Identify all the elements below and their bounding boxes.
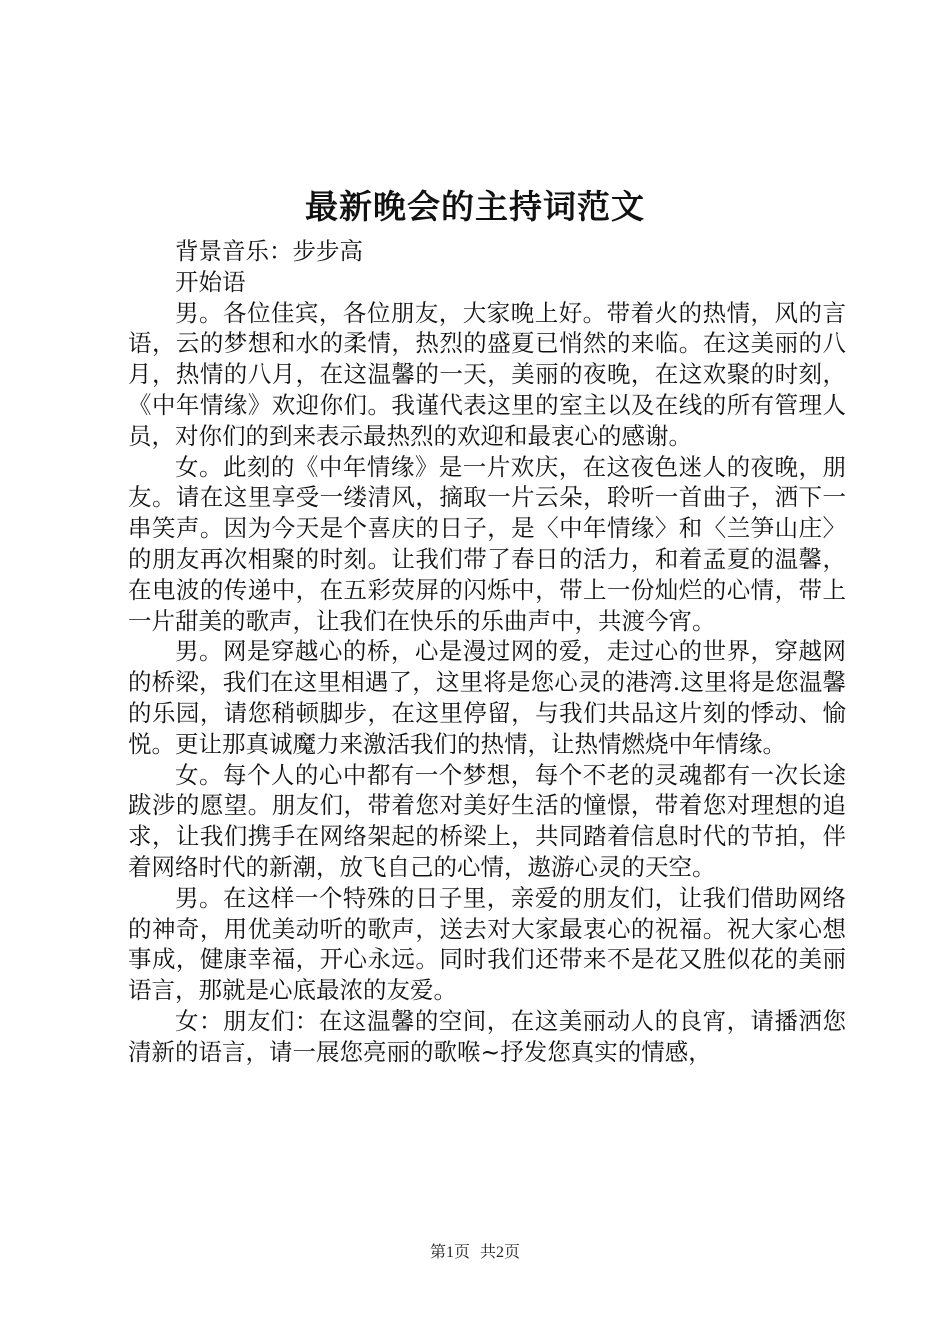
paragraph-opening-heading: 开始语 (175, 267, 246, 296)
paragraph-male-2: 男。网是穿越心的桥，心是漫过网的爱，走过心的世界，穿越网的桥梁，我们在这里相遇了，这里将是您心灵的港湾.这里将是您温馨的乐园，请您稍顿脚步，在这里停留，与我们共品这片刻的悸动、愉悦。更让那真诚魔力来激活我们的热情，让热情燃烧中年情缘。 (128, 637, 846, 758)
paragraph-female-1: 女。此刻的《中年情缘》是一片欢庆，在这夜色迷人的夜晚，朋友。请在这里享受一缕清风，摘取一片云朵，聆听一首曲子，洒下一串笑声。因为今天是个喜庆的日子，是〈中年情缘〉和〈兰笋山庄〉的朋友再次相聚的时刻。让我们带了春日的活力，和着孟夏的温馨，在电波的传递中，在五彩荧屏的闪烁中，带上一份灿烂的心情，带上一片甜美的歌声，让我们在快乐的乐曲声中，共渡今宵。 (128, 452, 846, 635)
paragraph-male-3: 男。在这样一个特殊的日子里，亲爱的朋友们，让我们借助网络的神奇，用优美动听的歌声，送去对大家最衷心的祝福。祝大家心想事成，健康幸福，开心永远。同时我们还带来不是花又胜似花的美丽语言，那就是心底最浓的友爱。 (128, 883, 846, 1005)
document-title: 最新晚会的主持词范文 (305, 187, 645, 226)
paragraph-female-3: 女：朋友们：在这温馨的空间，在这美丽动人的良宵，请播洒您清新的语言，请一展您亮丽的歌喉~抒发您真实的情感， (128, 1006, 846, 1066)
page-number-current: 第1页 (429, 1244, 470, 1261)
document-body (128, 236, 846, 1068)
paragraph-background-music: 背景音乐：步步高 (175, 237, 363, 265)
page-footer (0, 1243, 950, 1263)
page-number-total: 共2页 (480, 1244, 521, 1261)
paragraph-female-2: 女。每个人的心中都有一个梦想，每个不老的灵魂都有一次长途跋涉的愿望。朋友们，带着您对美好生活的憧憬，带着您对理想的追求，让我们携手在网络架起的桥梁上，共同踏着信息时代的节拍，伴着网络时代的新潮，放飞自己的心情，遨游心灵的天空。 (128, 760, 846, 881)
paragraph-male-1: 男。各位佳宾，各位朋友，大家晚上好。带着火的热情，风的言语，云的梦想和水的柔情，热烈的盛夏已悄然的来临。在这美丽的八月，热情的八月，在这温馨的一天，美丽的夜晚，在这欢聚的时刻，《中年情缘》欢迎你们。我谨代表这里的室主以及在线的所有管理人员，对你们的到来表示最热烈的欢迎和最衷心的感谢。 (128, 298, 846, 450)
